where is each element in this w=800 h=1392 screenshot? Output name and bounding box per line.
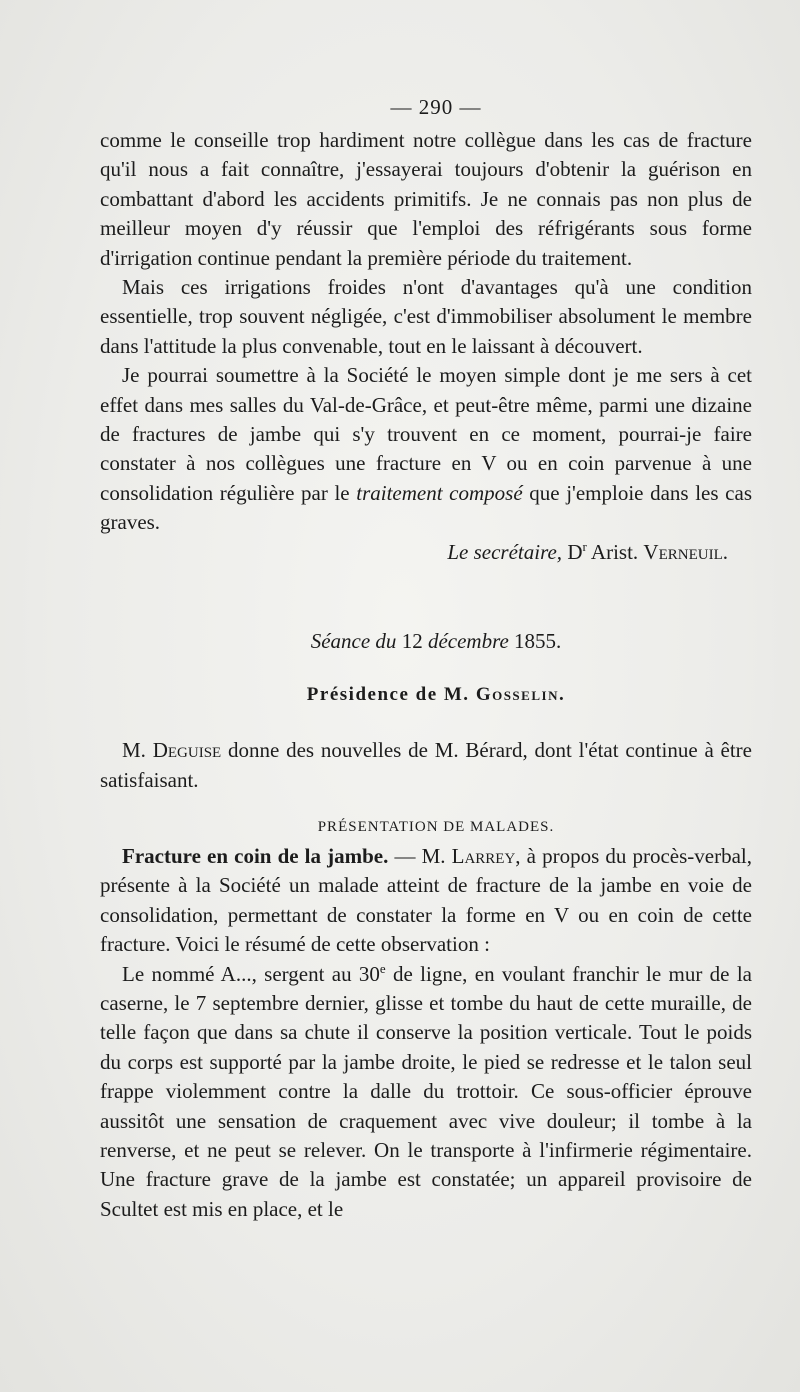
fracture-dash: — M.: [388, 843, 452, 868]
paragraph-text: Je pourrai soumettre à la Société le moyen simple dont je me sers à cet effet dans mes salles du Val-de-Grâce, et peut-être même, parmi une dizaine de fractures de jambe qui s'y trouvent en ce moment, pourrai-je faire constater à nos collègues une fracture en V ou en coin parvenue à une consolidation régulière par le: [100, 363, 752, 505]
signature-dr: D: [567, 539, 583, 564]
fracture-lead: Fracture en coin de la jambe.: [122, 843, 389, 868]
section-heading: PRÉSENTATION DE MALADES.: [317, 818, 555, 835]
session-year: 1855.: [514, 629, 562, 654]
presidency-label: Présidence de: [306, 684, 438, 706]
presidency-name: Gosselin.: [475, 684, 566, 706]
signature-surname: Verneuil.: [643, 539, 728, 564]
signature-dr-sup: r: [582, 538, 587, 554]
deguise-text: donne des nouvelles de M. Bérard, dont l'état continue à être satisfaisant.: [100, 738, 753, 792]
signature-title: Le secrétaire,: [447, 539, 563, 564]
paragraph-continuation: comme le conseille trop hardiment notre collègue dans les cas de fracture qu'il nous a fait connaître, j'essayerai toujours d'obtenir la guérison en combattant d'abord les accidents primitifs. Je ne connais pas non plus de meilleur moyen d'y réussir que l'emploi des réfrigérants sous forme d'irrigation continue pendant la première période du traitement.: [100, 128, 752, 270]
fracture-text: , à propos du procès-verbal, présente à la Société un malade atteint de fracture de la jambe en voie de consolidation, permettant de constater la forme en V ou en coin de cette fracture. Voici le résumé de cette observation :: [100, 843, 752, 957]
fracture-name: Larrey: [451, 843, 516, 868]
paragraph-val-de-grace: [100, 361, 752, 537]
observation-after: de ligne, en voulant franchir le mur de la caserne, le 7 septembre dernier, glisse et tombe du haut de cette muraille, de telle façon que dans sa chute il conserve la position verticale. Tout le poids du corps est supporté par la jambe droite, le pied se redresse et le talon seul frappe violemment contre la dalle du trottoir. Ce sous-officier éprouve aussitôt une sensation de craquement avec vive douleur; il tombe à la renverse, et ne peut se relever. On le transporte à l'infirmerie régimentaire. Une fracture grave de la jambe est constatée; un appareil provisoire de Scultet est mis en place, et le: [100, 961, 752, 1221]
observation-before: Le nommé A..., sergent au 30: [122, 961, 380, 986]
paragraph-irrigations: Mais ces irrigations froides n'ont d'avantages qu'à une condition essentielle, trop souvent négligée, c'est d'immobiliser absolument le membre dans l'attitude la plus convenable, tout en le laissant à découvert.: [100, 275, 752, 358]
signature-firstname: Arist.: [590, 539, 639, 564]
paragraph-fracture: [100, 842, 752, 960]
paragraph-deguise: [100, 736, 752, 795]
presidency-mr: M.: [443, 684, 470, 706]
signature: [100, 538, 728, 567]
session-heading: [100, 629, 752, 654]
session-month: décembre: [427, 629, 509, 654]
paragraph-observation: [100, 960, 752, 1225]
paragraph-text: que j'emploie dans les cas graves.: [100, 480, 752, 535]
session-label: Séance du: [310, 629, 397, 654]
observation-sup: e: [379, 960, 386, 976]
deguise-name: Deguise: [152, 738, 222, 763]
deguise-mr: M.: [122, 738, 146, 763]
session-day: 12: [401, 629, 423, 654]
page-number: — 290 —: [390, 95, 482, 119]
presidency-heading: [100, 684, 752, 706]
italic-phrase: traitement composé: [356, 480, 523, 505]
